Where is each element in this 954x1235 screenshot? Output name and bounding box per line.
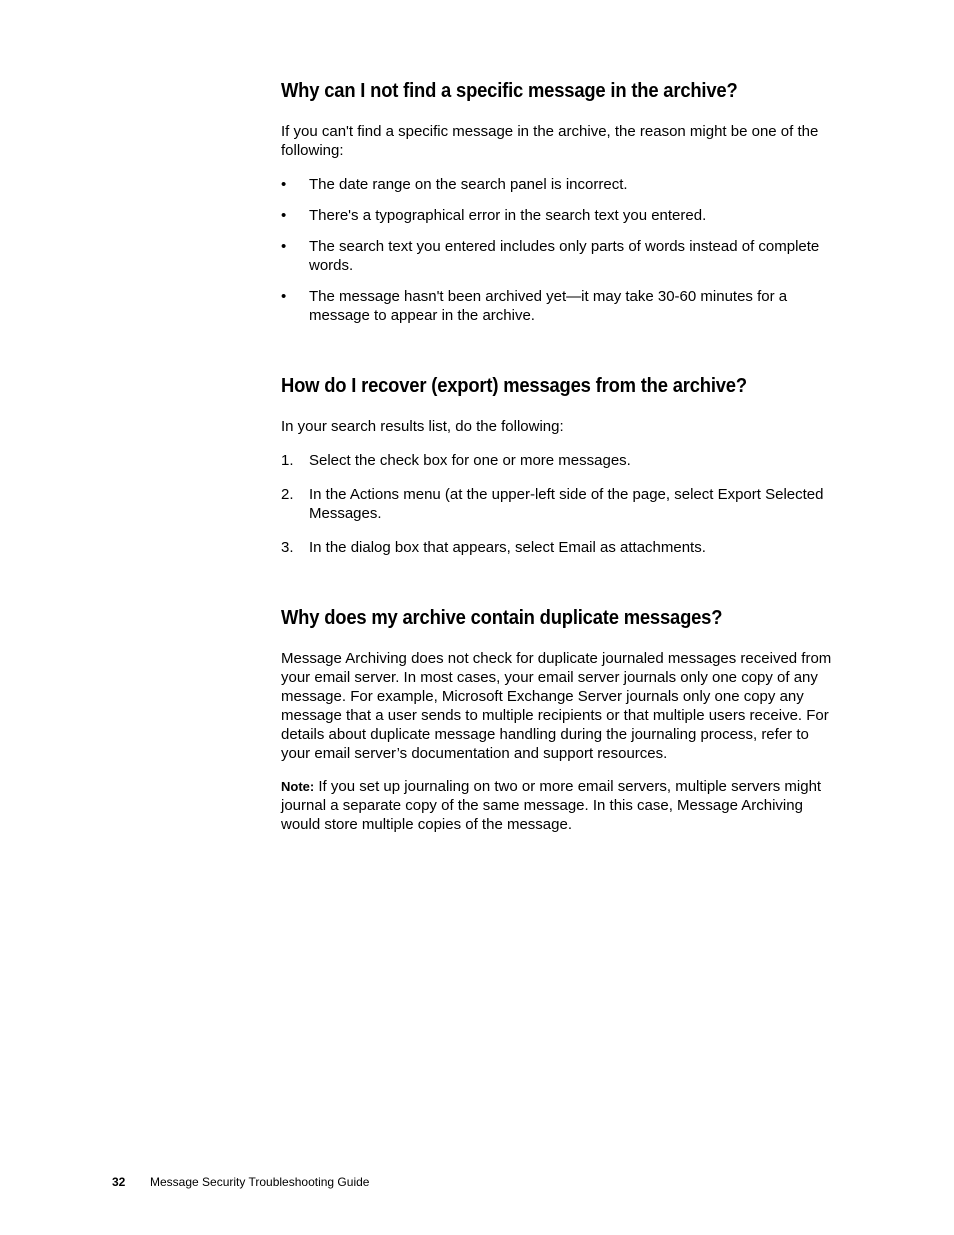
step-text: In the dialog box that appears, select Email as attachments. [309, 539, 706, 556]
step-number: 3. [281, 539, 294, 556]
bullet-item [281, 175, 841, 194]
section-heading-export-messages: How do I recover (export) messages from the archive? [281, 375, 747, 397]
step-text: Select the check box for one or more messages. [309, 452, 631, 469]
section-heading-duplicate-messages: Why does my archive contain duplicate messages? [281, 607, 723, 629]
bullet-item [281, 237, 841, 275]
bullet-item [281, 206, 841, 225]
section-intro-export-messages: In your search results list, do the following: [281, 418, 564, 435]
bullet-text: The date range on the search panel is incorrect. [309, 176, 628, 193]
bullet-text: The search text you entered includes only parts of words instead of complete words. [309, 238, 820, 274]
note-text: If you set up journaling on two or more email servers, multiple servers might journal a separate copy of the same message. In this case, Message Archiving would store multiple copies of the message. [281, 778, 822, 833]
note-paragraph [281, 777, 841, 834]
bullet-text: There's a typographical error in the search text you entered. [309, 207, 707, 224]
bullet-text: The message hasn't been archived yet—it may take 30-60 minutes for a message to appear in the archive. [309, 288, 788, 324]
step-number: 1. [281, 452, 294, 469]
page-number: 32 [112, 1175, 126, 1189]
numbered-step [281, 485, 841, 523]
bullet-marker: • [281, 176, 287, 193]
section-intro-find-message: If you can't find a specific message in the archive, the reason might be one of the following: [281, 123, 819, 159]
numbered-step [281, 451, 841, 470]
section-heading-find-message: Why can I not find a specific message in the archive? [281, 80, 738, 102]
bullet-marker: • [281, 238, 287, 255]
step-text: In the Actions menu (at the upper-left side of the page, select Export Selected Messages. [309, 486, 824, 522]
numbered-step [281, 538, 841, 557]
footer-doc-title: Message Security Troubleshooting Guide [150, 1175, 370, 1189]
page-footer [112, 1174, 369, 1190]
step-number: 2. [281, 486, 294, 503]
bullet-marker: • [281, 207, 287, 224]
bullet-marker: • [281, 288, 287, 305]
bullet-item [281, 287, 841, 325]
section-body-duplicate-messages: Message Archiving does not check for duplicate journaled messages received from your email server. In most cases, your email server journals only one copy of any message. For example, Microsoft Exchange Server journals only one copy any message that a user sends to multiple recipients or that multiple users receive. For details about duplicate message handling during the journaling process, refer to your email server’s documentation and support resources. [281, 650, 832, 762]
note-label: Note: [281, 779, 315, 794]
